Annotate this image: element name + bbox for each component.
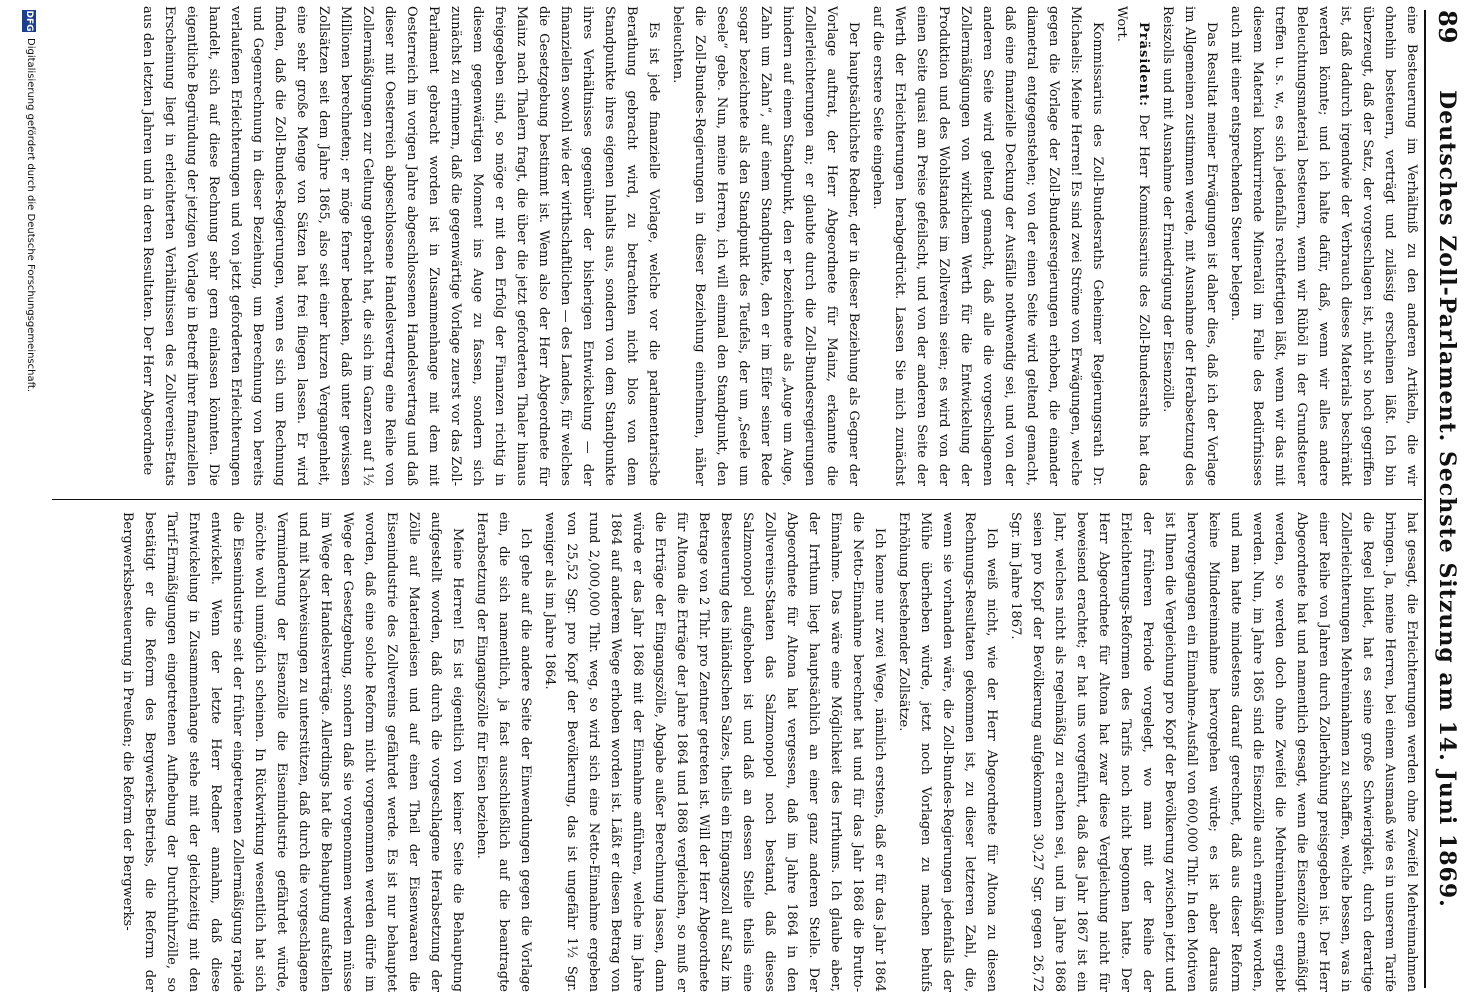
paragraph-text: Der hauptsächlichste Redner, der in dieser Beziehung als Gegner der Vorlage auftrat, der Herr Abgeordnete für Mainz, erkannte die Zollerleichterungen an; er glaubte durch die Zoll-Bundesregierungen hindern auf einem Standpunkt, den er bezeichnete als „Auge um Auge, Zahn um Zahn“, auf einem Standpunkte, den er im Eifer seiner Rede sogar bezeichnete als den Standpunkt des Teufels, der um „Seele um Seele“ gebe. Nun, meine Herren, ich will einmal den Standpunkt, den die Zoll-Bundes-Regierungen in dieser Beziehung einnehmen, näher beleuchten. xyxy=(670,6,861,486)
column-divider xyxy=(52,499,1422,500)
paragraph-text: Ich weiß nicht, wie der Herr Abgeordnete für Altona zu diesen Rechnungs-Resultaten gekommen ist, zu dieser letzteren Zahl, die, wenn sie vorhanden wäre, die Zoll-Bundes-Regierungen jedenfalls der Mühe überheben würde, jetzt noch Vorlagen zu machen behufs Erhöhung bestehender Zollsätze. xyxy=(896,512,999,992)
paragraph-text: Meine Herren! Es ist eigentlich von keiner Seite die Behauptung aufgestellt worden, daß durch die vorgeschlagene Herabsetzung der Zölle auf Materialeisen und auf einen Theil der Eisenwaaren die Eisenindustrie des Zollvereins gefährdet werde. Es ist nur behauptet worden, daß eine solche Reform nicht vorgenommen werden dürfe im Wege der Gesetzgebung, sondern daß sie vorgenommen werden müsse im Wege der Handelsverträge. Allerdings hat die Behauptung aufstellen und mit Nachweisungen zu unterstützen, daß durch die vorgeschlagene Verminderung der Eisenzölle die Eisenindustrie gefährdet würde, möchte wohl unmöglich scheinen. In Rückwirkung wesentlich hat sich die Eisenindustrie seit der früher eingetretenen Zollermäßigung rapide entwickelt. Wenn der letzte Herr Redner annahm, daß diese Entwickelung in Zusammenhange stehe mit der gleichzeitig mit den Tarif-Ermäßigungen eingetretenen Aufhebung der Durchfuhrzölle, so bestätigt er die Reform des Bergwerks-Betriebs, die Reform der Bergwerksbesteuerung in Preußen; die Reform der Bergwerks- xyxy=(120,512,465,992)
right-text-column xyxy=(52,512,1422,992)
paragraph-text: Es ist jede finanzielle Vorlage, welche vor die parlamentarische Berathung gebracht wird, zu betrachten nicht blos von dem Standpunkte ihres eigenen Inhalts aus, sondern von dem Standpunkte ihres Verhältnisses gegenüber der bisherigen Entwickelung — der finanziellen sowohl wie der wirthschaftlichen — des Landes, für welches die Gesetzgebung bestimmt ist. Wenn also der Herr Abgeordnete für Mainz nach Thalern fragt, die über die jetzt geforderten Thaler hinaus freigegeben sind, so möge er mit den Erfolg der Finanzen richtig in diesem gegenwärtigen Moment ins Auge zu fassen, sondern sich zunächst zu erinnern, daß die gegenwärtige Vorlage zuerst vor das Zoll-Parlament gebracht worden ist in Zusammenhange mit dem mit Oesterreich im vorigen Jahre abgeschlossenen Handelsvertrag und daß dieser mit Oesterreich abgeschlossene Handelsvertrag eine Reihe von Zollermäßigungen zur Geltung gebracht hat, die sich im Ganzen auf 1½ Millionen berechneten; er möge ferner bedenken, daß unter gewissen Zollsätzen seit dem Jahre 1865, also seit einer kurzen Vergangenheit, eine sehr große Menge von Sätzen hat frei fliegen lassen. Er wird finden, daß die Zoll-Bundes-Regierungen, wenn es sich um Rechnung und Gegenrechnung in dieser Beziehung, um Berechnung von bereits verlaufenen Erleichterungen und von jetzt geforderten Erleichterungen handelt, sich auf diese Rechnung sehr gern einlassen könnten. Die eigentliche Begründung der jetzigen Vorlage in Betreff ihrer finanziellen Erscheinung liegt in erleichterten Verhältnissen des Zollvereins-Etats aus den letzten Jahren und in deren Resultaten. Der Herr Abgeordnete xyxy=(140,6,661,486)
paragraph-text: Ich kenne nur zwei Wege, nämlich erstens, daß er für das Jahr 1864 die Netto-Einnahme berechnet hat und für das Jahr 1868 die Brutto-Einnahme. Das wäre eine Möglichkeit des Irrthums. Ich glaube aber, der Irrthum liegt hauptsächlich an einer ganz anderen Stelle. Der Abgeordnete für Altona hat vergessen, daß im Jahre 1864 in den Zollvereins-Staaten das Salzmonopol noch bestand, daß dieses Salzmonopol aufgehoben ist und daß an dessen Stelle theils eine Besteuerung des inländischen Salzes, theils ein Eingangszoll auf Salz im Betrage von 2 Thlr. pro Zentner getreten ist. Will der Herr Abgeordnete für Altona die Erträge der Jahre 1864 und 1868 vergleichen, so muß er die Erträge der Eingangszölle, Abgabe außer Berechnung lassen, dann würde er das Jahr 1868 mit der Einnahme anführen, welche im Jahre 1864 auf anderem Wege erhoben worden ist. Läßt er diesen Betrag von rund 2,000,000 Thlr. weg, so wird sich eine Netto-Einnahme ergeben von 25,52 Sgr. pro Kopf der Bevölkerung, das ist ungefähr 1½ Sgr. weniger als im Jahre 1864. xyxy=(542,512,887,992)
paragraph xyxy=(136,6,664,486)
paragraph xyxy=(1004,512,1422,992)
paragraph xyxy=(1110,6,1154,486)
paragraph xyxy=(538,512,890,992)
digitization-credit: Digitalisierung gefördert durch die Deutsche Forschungsgemeinschaft. xyxy=(25,38,36,393)
page-number: 89 xyxy=(1433,10,1462,44)
running-title: Deutsches Zoll-Parlament. Sechste Sitzung am 14. Juni 1869. xyxy=(1434,90,1460,908)
digitization-footer xyxy=(16,10,38,988)
paragraph xyxy=(666,6,864,486)
paragraph-text: eine Besteuerung im Verhältniß zu den anderen Artikeln, die wir ohnehin besteuern, verträgt und zulässig erscheinen läßt. Ich bin überzeugt, daß der Satz, der vorgeschlagen ist, nicht so hoch gegriffen ist, daß dadurch irgendwie der Verbrauch dieses Materials beschränkt werden könnte; und ich halte dafür, daß, wenn wir alles andere Beleuchtungsmaterial besteuern, wenn wir Rüböl in der Grundsteuer treffen u. s. w., es sich jedenfalls rechtfertigen läßt, wenn wir das mit diesem Material konkurrirende Mineralöl im Falle des Bedürfnisses auch mit einer entsprechenden Steuer belegen. xyxy=(1228,6,1419,486)
paragraph xyxy=(470,512,536,992)
paragraph xyxy=(892,512,1002,992)
speaker-label: Präsident: xyxy=(1136,22,1151,107)
paragraph-text: Kommissarius des Zoll-Bundesraths Geheimer Regierungsrath Dr. Michaelis: Meine Herren! Es sind zwei Ströme von Erwägungen, welche gegen die Vorlage der Zoll-Bundesregierungen erhoben, die einander diametral entgegenstehen; von der einen Seite wird geltend gemacht, daß eine finanzielle Deckung der Ausfälle nothwendig sei, und von der anderen Seite wird geltend gemacht, daß alle die vorgeschlagenen Zollermäßigungen von wirklichem Werth für die Entwickelung der Produktion und des Wohlstandes im Zollverein seien; es wird von der einen Seite quasi am Preise gefeilscht, und von der anderen Seite der Werth der Erleichterungen herabgedrückt. Lassen Sie mich zunächst auf die erstere Seite eingehen. xyxy=(870,6,1105,486)
paragraph xyxy=(116,512,468,992)
paragraph-text: Ich gehe auf die andere Seite der Einwendungen gegen die Vorlage ein, die sich namentlich, ja fast ausschließlich auf die beantragte Herabsetzung der Eingangszölle für Eisen beziehen. xyxy=(474,512,533,992)
paragraph xyxy=(1156,6,1222,486)
left-text-column xyxy=(52,6,1422,486)
paragraph xyxy=(866,6,1108,486)
dfg-logo: DFG xyxy=(24,10,34,32)
paragraph-text: hat gesagt, die Erleichterungen werden ohne Zweifel Mehreinnahmen bringen. Ja, meine Herren, bei einem Ausmaaß wie es in unserem Tarife die Regel bildet, hat es seine große Schwierigkeit, durch derartige Zollerleichterungen Mehreinnahmen zu schaffen, welche bessen, was in einer Reihe von Jahren durch Zollerhöhung preisgegeben ist. Der Herr Abgeordnete hat und namentlich gesagt, wenn die Eisenzölle ermäßigt werden, so werden doch ohne Zweifel die Mehreinnahmen ergiebt werden. Nun, im Jahre 1865 sind die Eisenzölle auch ermäßigt worden, und man hatte mindestens darauf gerechnet, daß aus dieser Reform keine Mindereinnahme hervorgehen würde; es ist aber daraus hervorgegangen ein Einnahme-Ausfall von 600,000 Thlr. In den Motiven ist Ihnen die Vergleichung pro Kopf der Bevölkerung zwischen jetzt und der früheren Periode vorgelegt, wo man mit der Reihe der Erleichterungs-Reformen des Tarifs noch nicht begonnen hatte. Der Herr Abgeordnete für Altona hat zwar diese Vergleichung nicht für beweisend erachtet; er hat uns vorgeführt, daß das Jahr 1867 ist ein Jahr, welches nicht als regelmäßig zu erachten sei, und im Jahre 1868 seien pro Kopf der Bevölkerung aufgekommen 30,27 Sgr. gegen 26,72 Sgr. im Jahre 1867. xyxy=(1008,512,1419,992)
paragraph xyxy=(1224,6,1422,486)
paragraph-text: Der Herr Kommissarius des Zoll-Bundesraths hat das Wort. xyxy=(1114,6,1151,486)
page-header xyxy=(1424,10,1462,988)
paragraph-text: Das Resultat meiner Erwägungen ist daher dies, daß ich der Vorlage im Allgemeinen zustimmen werde, mit Ausnahme der Herabsetzung des Reiszolls und mit Ausnahme der Erniedrigung der Eisenzölle. xyxy=(1160,6,1219,486)
